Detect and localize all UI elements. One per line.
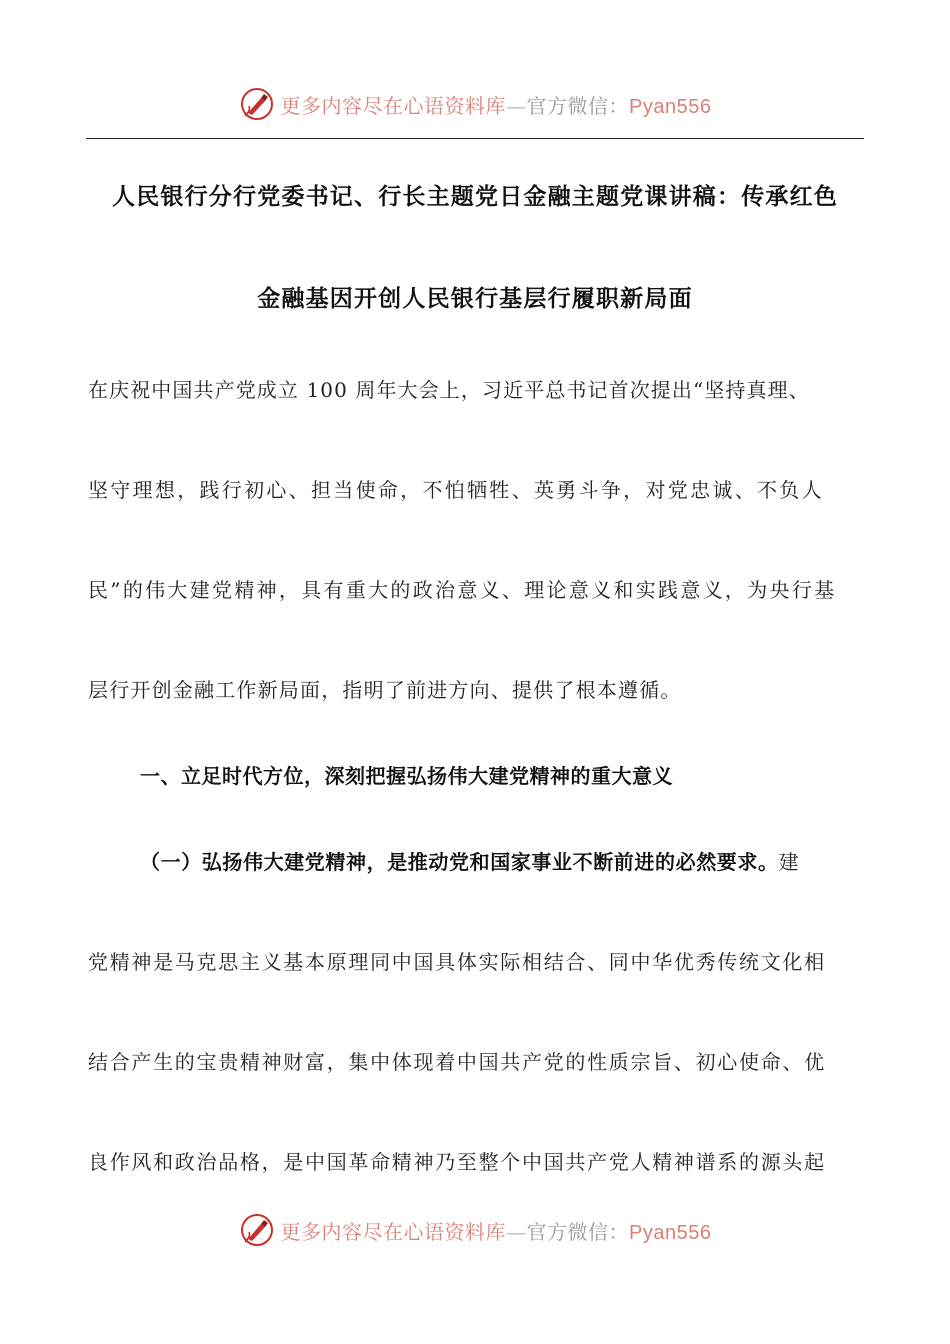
pen-logo-icon xyxy=(239,1212,275,1248)
watermark-banner-bottom xyxy=(0,1208,950,1252)
watermark-dash: — xyxy=(506,1219,527,1244)
subsection-heading: （一）弘扬伟大建党精神，是推动党和国家事业不断前进的必然要求。 xyxy=(140,850,779,874)
watermark-wechat-label: 官方微信： xyxy=(526,93,630,118)
watermark-wechat-id: Pyan556 xyxy=(629,1221,712,1244)
watermark-site: 更多内容尽在心语资料库 xyxy=(280,1219,507,1244)
header-divider xyxy=(86,138,864,139)
intro-line-2: 坚守理想，践行初心、担当使命，不怕牺牲、英勇斗争，对党忠诚、不负人 xyxy=(88,478,824,502)
intro-line-4: 层行开创金融工作新局面，指明了前进方向、提供了根本遵循。 xyxy=(88,678,682,702)
body-line-3: 良作风和政治品格，是中国革命精神乃至整个中国共产党人精神谱系的源头起 xyxy=(88,1150,826,1174)
section-heading: 一、立足时代方位，深刻把握弘扬伟大建党精神的重大意义 xyxy=(140,764,673,788)
subsection-first-line xyxy=(140,846,864,875)
watermark-site: 更多内容尽在心语资料库 xyxy=(280,93,507,118)
watermark-banner-top xyxy=(0,82,950,126)
document-title-line-1: 人民银行分行党委书记、行长主题党日金融主题党课讲稿：传承红色 xyxy=(112,184,838,210)
intro-line-1: 在庆祝中国共产党成立 100 周年大会上，习近平总书记首次提出“坚持真理、 xyxy=(88,378,810,402)
subsection-tail: 建 xyxy=(778,850,799,874)
watermark-wechat-id: Pyan556 xyxy=(629,95,712,118)
watermark-text xyxy=(281,90,712,119)
watermark-wechat-label: 官方微信： xyxy=(526,1219,630,1244)
body-line-2: 结合产生的宝贵精神财富，集中体现着中国共产党的性质宗旨、初心使命、优 xyxy=(88,1050,826,1074)
pen-logo-icon xyxy=(239,86,275,122)
document-title-line-2: 金融基因开创人民银行基层行履职新局面 xyxy=(257,286,693,312)
watermark-text xyxy=(281,1216,712,1245)
intro-line-3: 民”的伟大建党精神，具有重大的政治意义、理论意义和实践意义，为央行基 xyxy=(88,578,837,602)
body-line-1: 党精神是马克思主义基本原理同中国具体实际相结合、同中华优秀传统文化相 xyxy=(88,950,826,974)
watermark-dash: — xyxy=(506,93,527,118)
